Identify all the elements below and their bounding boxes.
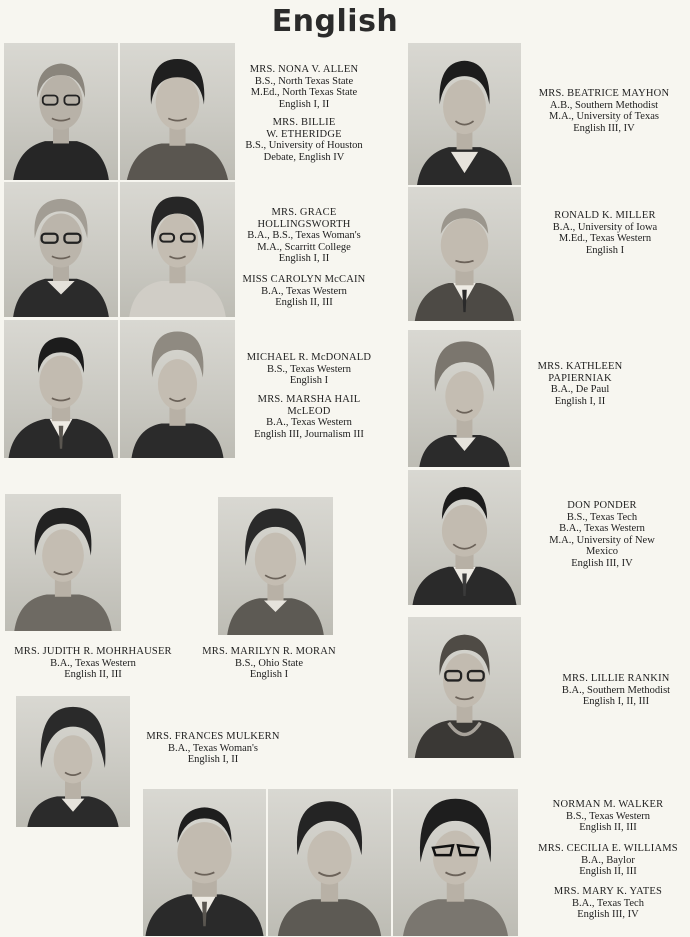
caption-yates [530,886,686,921]
faculty-subjects: English III, IV [571,557,633,569]
caption-ponder [532,500,672,569]
faculty-subjects: English III, Journalism III [254,428,364,440]
faculty-degree: M.Ed., North Texas State [250,87,358,98]
portrait-photo-mayhon [408,43,521,185]
faculty-degree: B.S., Texas Western [565,810,651,822]
faculty-name: NORMAN M. WALKER [552,799,664,810]
portrait-photo-mohrhauser [5,494,121,631]
faculty-name: MRS. KATHLEEN [537,361,623,372]
portrait-photo-moran [218,497,333,635]
faculty-degree: B.A., Southern Methodist [561,684,671,696]
faculty-degree: B.A., Texas Woman's [167,742,259,754]
faculty-subjects: English I, II [278,98,330,110]
caption-mccain [238,274,370,309]
faculty-degree: B.A., Texas Western [261,285,347,297]
portrait-photo-rankin [408,617,521,758]
faculty-subjects: English I, II [554,395,606,407]
faculty-subjects: English I, II [187,754,239,765]
faculty-degree: B.A., Baylor [581,854,635,866]
caption-hollingsworth [238,207,370,265]
faculty-name: RONALD K. MILLER [554,210,656,221]
faculty-degree: M.A., University of Texas [549,111,659,122]
faculty-subjects: English I [249,669,289,680]
portrait-photo-yates [393,789,518,936]
faculty-subjects: English I [289,375,329,386]
portrait-photo-miller [408,187,521,321]
faculty-degree: M.Ed., Texas Western [558,233,652,244]
faculty-subjects: English II, III [579,822,637,833]
faculty-subjects: English III, IV [573,122,635,134]
faculty-subjects: Debate, English IV [263,151,345,163]
faculty-degree: B.S., Texas Tech [566,511,638,523]
faculty-subjects: English I, II [278,253,330,264]
faculty-name: MRS. FRANCES MULKERN [146,731,280,742]
portrait-photo-etheridge [120,43,235,180]
faculty-subjects: English II, III [64,669,122,680]
faculty-name: PAPIERNIAK [548,372,612,384]
faculty-name: MRS. CECILIA E. WILLIAMS [538,843,678,854]
caption-mulkern [138,731,288,766]
portrait-photo-mcdonald [4,320,118,458]
caption-mohrhauser [2,646,184,681]
faculty-name: W. ETHERIDGE [266,128,342,140]
faculty-name: MRS. NONA V. ALLEN [249,64,359,75]
faculty-subjects: English I, II, III [582,696,650,707]
caption-moran [194,646,344,681]
page-title: English [271,4,399,39]
faculty-name: MISS CAROLYN McCAIN [242,274,366,285]
faculty-name: MRS. JUDITH R. MOHRHAUSER [14,646,172,657]
faculty-degree: B.S., Texas Western [266,363,352,375]
caption-williams [530,843,686,878]
caption-etheridge [238,117,370,163]
portrait-photo-williams [268,789,391,936]
faculty-name: MICHAEL R. McDONALD [246,352,372,363]
caption-walker [530,799,686,834]
caption-mcleod [238,394,380,440]
faculty-degree: B.S., Ohio State [235,657,303,669]
faculty-subjects: English III, IV [577,909,639,920]
faculty-degree: B.A., Texas Tech [572,897,644,909]
faculty-degree: B.A., Texas Western [266,417,352,428]
faculty-degree: B.A., B.S., Texas Woman's [247,230,361,241]
faculty-degree: Mexico [585,546,619,557]
portrait-photo-ponder [408,470,521,605]
caption-papierniak [530,361,630,407]
faculty-degree: M.A., Scarritt College [257,241,351,253]
portrait-photo-allen [4,43,118,180]
faculty-name: MRS. BEATRICE MAYHON [538,88,670,99]
portrait-photo-mcleod [120,320,235,458]
faculty-name: MRS. MARY K. YATES [553,886,663,897]
portrait-photo-walker [143,789,266,936]
caption-mayhon [524,88,684,134]
faculty-degree: B.S., University of Houston [245,140,363,151]
faculty-name: MRS. MARILYN R. MORAN [202,646,336,657]
faculty-degree: M.A., University of New [549,534,655,546]
caption-allen [238,64,370,110]
faculty-name: MRS. MARSHA HAIL [257,394,361,405]
portrait-photo-papierniak [408,330,521,467]
faculty-subjects: English II, III [275,297,333,308]
faculty-subjects: English I [585,244,625,256]
portrait-photo-mccain [120,182,235,317]
faculty-subjects: English II, III [579,866,637,877]
faculty-name: DON PONDER [567,500,637,511]
faculty-degree: B.A., University of Iowa [552,221,658,233]
faculty-degree: B.S., North Texas State [254,75,354,87]
faculty-name: MRS. LILLIE RANKIN [562,673,670,684]
faculty-degree: B.A., Texas Western [559,523,645,534]
caption-miller [530,210,680,256]
faculty-name: McLEOD [287,405,331,417]
faculty-name: MRS. GRACE [271,207,337,218]
portrait-photo-hollingsworth [4,182,118,317]
faculty-name: HOLLINGSWORTH [257,218,351,230]
caption-mcdonald [238,352,380,387]
portrait-photo-mulkern [16,696,130,827]
caption-rankin [548,673,684,708]
faculty-degree: B.A., De Paul [550,384,610,395]
faculty-name: MRS. BILLIE [272,117,336,128]
faculty-degree: A.B., Southern Methodist [549,99,659,111]
faculty-degree: B.A., Texas Western [50,657,136,669]
